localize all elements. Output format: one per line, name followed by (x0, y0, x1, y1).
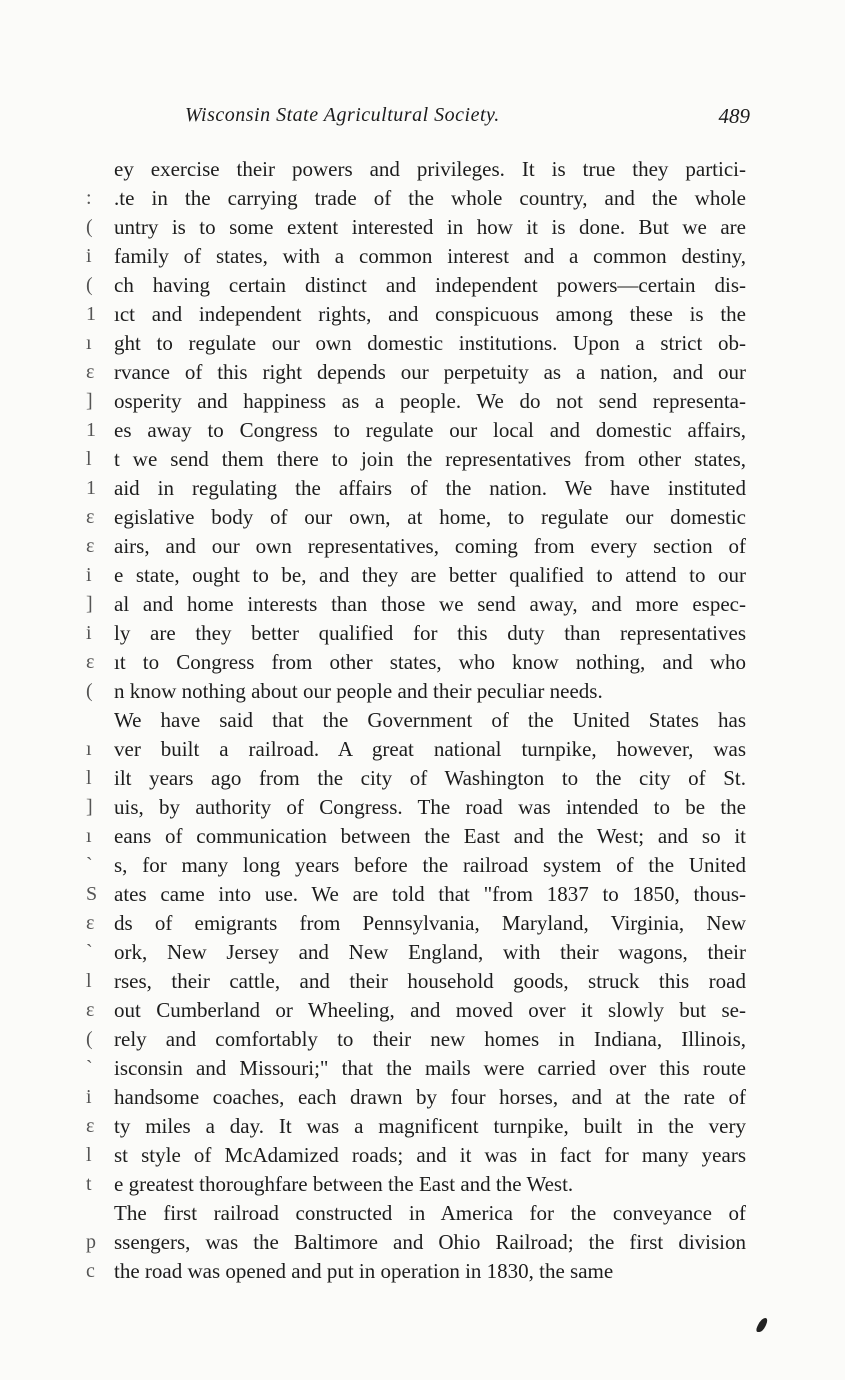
text-line: ork, New Jersey and New England, with their wagons, their (114, 940, 746, 964)
text-line: es away to Congress to regulate our local and domestic affairs, (114, 418, 746, 442)
gutter-fragment: 1 (86, 477, 96, 499)
gutter-fragment: ( (86, 216, 93, 238)
gutter-fragment: c (86, 1260, 95, 1282)
gutter-fragment: t (86, 1173, 92, 1195)
text-line: the road was opened and put in operation in 1830, the same (114, 1259, 614, 1283)
gutter-fragment: p (86, 1231, 96, 1253)
ink-mark (755, 1318, 770, 1332)
gutter-fragment: ε (86, 506, 95, 528)
text-line: t we send them there to join the representatives from other states, (114, 447, 746, 471)
gutter-fragment: ı (86, 738, 92, 760)
gutter-fragment: l (86, 1144, 92, 1166)
gutter-fragment: ε (86, 999, 95, 1021)
text-line: n know nothing about our people and their peculiar needs. (114, 679, 603, 703)
gutter-fragment: l (86, 448, 92, 470)
text-line: uis, by authority of Congress. The road was intended to be the (114, 795, 746, 819)
text-line: e greatest thoroughfare between the East and the West. (114, 1172, 574, 1196)
gutter-fragment: i (86, 564, 92, 586)
gutter-fragment: i (86, 622, 92, 644)
gutter-fragment: ε (86, 651, 95, 673)
page-header (185, 104, 750, 138)
gutter-fragment: ε (86, 1115, 95, 1137)
text-line: rses, their cattle, and their household goods, struck this road (114, 969, 746, 993)
text-line: ly are they better qualified for this duty than representatives (114, 621, 746, 645)
text-line: al and home interests than those we send away, and more espec- (114, 592, 746, 616)
text-line: airs, and our own representatives, coming from every section of (114, 534, 746, 558)
text-line: ey exercise their powers and privileges. It is true they partici- (114, 157, 746, 181)
text-line: egislative body of our own, at home, to regulate our domestic (114, 505, 746, 529)
text-line: ates came into use. We are told that "from 1837 to 1850, thous- (114, 882, 746, 906)
text-line: out Cumberland or Wheeling, and moved over it slowly but se- (114, 998, 746, 1022)
gutter-fragment: ( (86, 1028, 93, 1050)
text-line: st style of McAdamized roads; and it was in fact for many years (114, 1143, 746, 1167)
gutter-fragment: 1 (86, 303, 96, 325)
text-line: .te in the carrying trade of the whole country, and the whole (114, 186, 746, 210)
gutter-fragment: l (86, 970, 92, 992)
gutter-fragment: i (86, 245, 92, 267)
text-line: e state, ought to be, and they are better qualified to attend to our (114, 563, 746, 587)
text-line: isconsin and Missouri;" that the mails were carried over this route (114, 1056, 746, 1080)
gutter-fragment: ] (86, 593, 93, 615)
gutter-fragment: S (86, 883, 98, 905)
text-line: aid in regulating the affairs of the nation. We have instituted (114, 476, 746, 500)
text-line: We have said that the Government of the United States has (114, 708, 746, 732)
gutter-fragment: ` (86, 941, 93, 963)
gutter-fragment: ] (86, 796, 93, 818)
gutter-fragment: : (86, 187, 92, 209)
gutter-fragment: l (86, 767, 92, 789)
text-line: rvance of this right depends our perpetuity as a nation, and our (114, 360, 746, 384)
text-line: osperity and happiness as a people. We do not send representa- (114, 389, 746, 413)
text-line: ght to regulate our own domestic institutions. Upon a strict ob- (114, 331, 746, 355)
text-line: ver built a railroad. A great national turnpike, however, was (114, 737, 746, 761)
gutter-fragment: i (86, 1086, 92, 1108)
gutter-fragment: ı (86, 332, 92, 354)
gutter-fragment: ] (86, 390, 93, 412)
gutter-fragment: ` (86, 854, 93, 876)
gutter-fragment: ( (86, 274, 93, 296)
gutter-fragment: ı (86, 825, 92, 847)
text-line: The first railroad constructed in America for the conveyance of (114, 1201, 746, 1225)
text-line: ıt to Congress from other states, who know nothing, and who (114, 650, 746, 674)
gutter-fragment: ε (86, 361, 95, 383)
text-line: ıct and independent rights, and conspicuous among these is the (114, 302, 746, 326)
text-line: ilt years ago from the city of Washington to the city of St. (114, 766, 746, 790)
gutter-fragment: ( (86, 680, 93, 702)
text-line: ch having certain distinct and independent powers—certain dis- (114, 273, 746, 297)
running-title: Wisconsin State Agricultural Society. (185, 104, 500, 126)
text-line: ds of emigrants from Pennsylvania, Maryland, Virginia, New (114, 911, 746, 935)
gutter-fragment: ` (86, 1057, 93, 1079)
text-line: family of states, with a common interest and a common destiny, (114, 244, 746, 268)
text-line: untry is to some extent interested in how it is done. But we are (114, 215, 746, 239)
text-line: ty miles a day. It was a magnificent turnpike, built in the very (114, 1114, 746, 1138)
text-line: rely and comfortably to their new homes in Indiana, Illinois, (114, 1027, 746, 1051)
text-line: handsome coaches, each drawn by four horses, and at the rate of (114, 1085, 746, 1109)
text-line: eans of communication between the East and the West; and so it (114, 824, 746, 848)
text-line: ssengers, was the Baltimore and Ohio Railroad; the first division (114, 1230, 746, 1254)
gutter-fragment: ε (86, 912, 95, 934)
gutter-fragment: ε (86, 535, 95, 557)
gutter-fragment: 1 (86, 419, 96, 441)
page-number: 489 (718, 104, 750, 128)
text-line: s, for many long years before the railroad system of the United (114, 853, 746, 877)
